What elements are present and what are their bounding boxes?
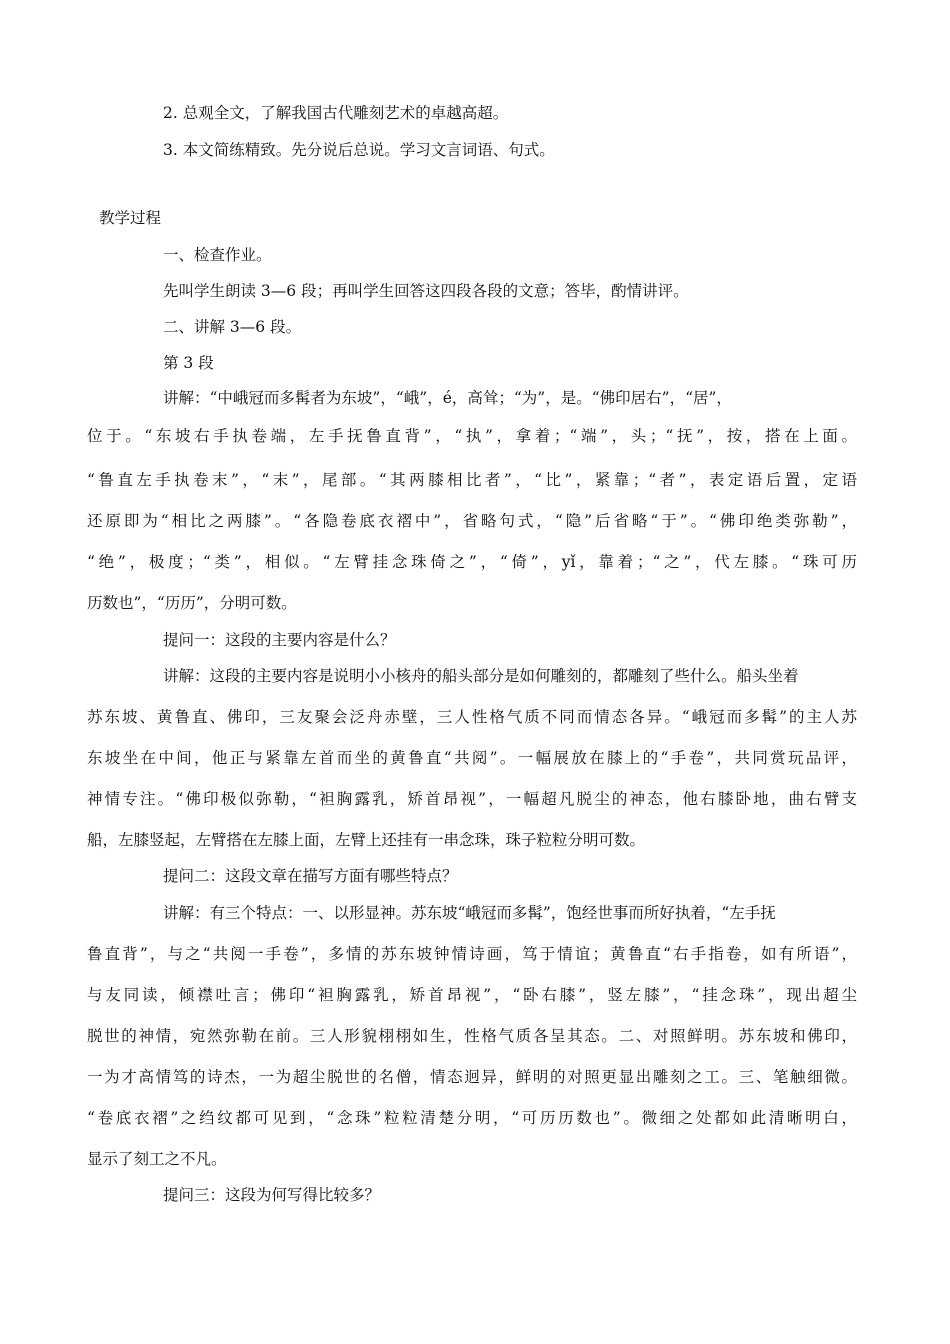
explain2-line: 东坡坐在中间，他正与紧靠左首而坐的黄鲁直“共阅”。一幅展放在膝上的“手卷”，共同赏玩品评， [87,749,857,767]
para3-title: 第 3 段 [163,354,214,372]
question3: 提问三：这段为何写得比较多？ [163,1186,381,1204]
explain1-line: “绝”，极度；“类”，相似。“左臂挂念珠倚之”，“倚”，yǐ，靠着；“之”，代左膝。“珠可历 [87,553,857,571]
section1-title: 一、检查作业。 [163,246,272,264]
explain3-line: 讲解：有三个特点：一、以形显神。苏东坡“峨冠而多髯”，饱经世事而所好执着，“左手抚 [163,904,776,922]
explain1-line: 位于。“东坡右手执卷端，左手抚鲁直背”，“执”，拿着；“端”，头；“抚”，按，搭在上面。 [87,427,857,445]
explain3-line: 脱世的神情，宛然弥勒在前。三人形貌栩栩如生，性格气质各呈其态。二、对照鲜明。苏东坡和佛印， [87,1027,857,1045]
explain1-line: 讲解：“中峨冠而多髯者为东坡”，“峨”，é，高耸；“为”，是。“佛印居右”，“居”， [163,389,732,407]
explain2-line: 苏东坡、黄鲁直、佛印，三友聚会泛舟赤壁，三人性格气质不同而情态各异。“峨冠而多髯”的主人苏 [87,708,857,726]
explain1-line: “鲁直左手执卷末”，“末”，尾部。“其两膝相比者”，“比”，紧靠；“者”，表定语后置，定语 [87,471,857,489]
explain1-line: 还原即为“相比之两膝”。“各隐卷底衣褶中”，省略句式，“隐”后省略“于”。“佛印绝类弥勒”， [87,512,857,530]
explain3-line: 一为才高情笃的诗杰，一为超尘脱世的名僧，情态迥异，鲜明的对照更显出雕刻之工。三、笔触细微。 [87,1068,857,1086]
process-heading: 教学过程 [99,209,162,227]
objective-3: 3. 本文简练精致。先分说后总说。学习文言词语、句式。 [163,141,555,159]
objective-2: 2. 总观全文，了解我国古代雕刻艺术的卓越高超。 [163,104,509,122]
question1: 提问一：这段的主要内容是什么？ [163,631,396,649]
explain3-line: “卷底衣褶”之绉纹都可见到，“念珠”粒粒清楚分明，“可历历数也”。微细之处都如此清晰明白， [87,1109,857,1127]
explain1-line: 历数也”，“历历”，分明可数。 [87,594,297,612]
explain3-line: 显示了刻工之不凡。 [87,1150,227,1168]
explain2-line: 船，左膝竖起，左臂搭在左膝上面，左臂上还挂有一串念珠，珠子粒粒分明可数。 [87,831,646,849]
section2-title: 二、讲解 3—6 段。 [163,318,302,336]
explain2-line: 讲解：这段的主要内容是说明小小核舟的船头部分是如何雕刻的，都雕刻了些什么。船头坐着 [163,667,799,685]
question2: 提问二：这段文章在描写方面有哪些特点？ [163,867,458,885]
section1-text: 先叫学生朗读 3—6 段；再叫学生回答这四段各段的文意；答毕，酌情讲评。 [163,282,689,300]
explain3-line: 鲁直背”，与之“共阅一手卷”，多情的苏东坡钟情诗画，笃于情谊；黄鲁直“右手指卷，如有所语”， [87,945,857,963]
explain2-line: 神情专注。“佛印极似弥勒，“袒胸露乳，矫首昂视”，一幅超凡脱尘的神态，他右膝卧地，曲右臂支 [87,790,857,808]
explain3-line: 与友同读，倾襟吐言；佛印“袒胸露乳，矫首昂视”，“卧右膝”，竖左膝”，“挂念珠”，现出超尘 [87,986,857,1004]
